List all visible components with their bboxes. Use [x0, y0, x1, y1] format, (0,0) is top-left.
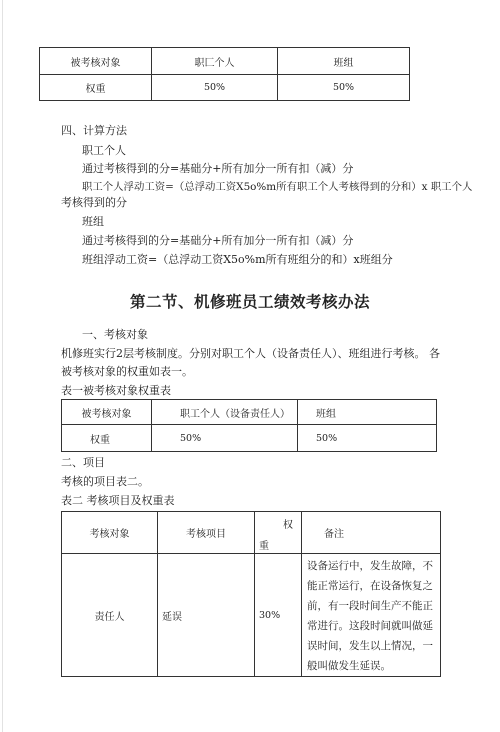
top-table-weight-individual: 50%: [152, 75, 278, 101]
table2-header-object: 考核对象: [62, 512, 158, 554]
calc-line: 班组: [82, 215, 104, 228]
table2-header-weight-top: 权: [283, 520, 293, 531]
calc-line: 通过考核得到的分=基础分+所有加分一所有扣（减）分: [82, 234, 354, 247]
calc-heading: 四、计算方法: [61, 124, 127, 137]
calc-line: 通过考核得到的分=基础分+所有加分一所有扣（减）分: [82, 162, 354, 175]
table1: [61, 399, 437, 452]
table1-weight-individual: 50%: [152, 425, 298, 452]
top-weight-table: [39, 47, 410, 101]
top-table-header-object: 被考核对象: [40, 48, 152, 75]
table2-header-item: 考核项目: [158, 512, 255, 554]
table2-header-weight-bottom: 重: [259, 541, 269, 552]
table2-header-weight: [255, 512, 302, 554]
table2-weight-cell: 30%: [255, 554, 302, 677]
table1-header-individual: 职工个人（设备责任人）: [152, 400, 298, 425]
table1-header-team: 班组: [298, 400, 437, 425]
calc-line: 职工个人: [82, 144, 126, 157]
page-edge: [2, 0, 3, 732]
table1-header-object: 被考核对象: [62, 400, 152, 425]
part1-heading: 一、考核对象: [82, 328, 148, 341]
top-table-header-team: 班组: [278, 48, 410, 75]
table1-weight-label: 权重: [62, 425, 152, 452]
calc-line: 考核得到的分: [61, 196, 127, 209]
table1-caption: 表一被考核对象权重表: [61, 384, 171, 397]
table2-caption: 表二 考核项目及权重表: [61, 494, 175, 507]
table2: [61, 511, 441, 677]
part1-paragraph: 被考核对象的权重如表一。: [61, 365, 193, 378]
table2-note-cell: 设备运行中，发生故障，不能正常运行，在设备恢复之前，有一段时间生产不能正常进行。这段时间就叫做延误时间，发生以上情况，一般叫做发生延误。: [302, 554, 441, 677]
top-table-header-individual: 职匚个人: [152, 48, 278, 75]
table2-item-cell: 延误: [158, 554, 255, 677]
part2-heading: 二、项目: [61, 456, 105, 469]
part2-paragraph: 考核的项目表二。: [61, 475, 149, 488]
top-table-weight-team: 50%: [278, 75, 410, 101]
table2-header-note: 备注: [302, 512, 441, 554]
calc-line: 班组浮动工资=（总浮动工资X5o%m所有班组分的和）x班组分: [82, 253, 393, 266]
section-title: 第二节、机修班员工绩效考核办法: [129, 292, 370, 311]
table2-object-cell: 责任人: [62, 554, 158, 677]
table1-weight-team: 50%: [298, 425, 437, 452]
top-table-weight-label: 权重: [40, 75, 152, 101]
calc-line: 职工个人浮动工资=（总浮动工资X5o%m所有职工个人考核得到的分和）x 职工个人: [82, 181, 473, 193]
part1-paragraph: 机修班实行2层考核制度。分别对职工个人（设备责任人）、班组进行考核。 各: [61, 347, 440, 360]
